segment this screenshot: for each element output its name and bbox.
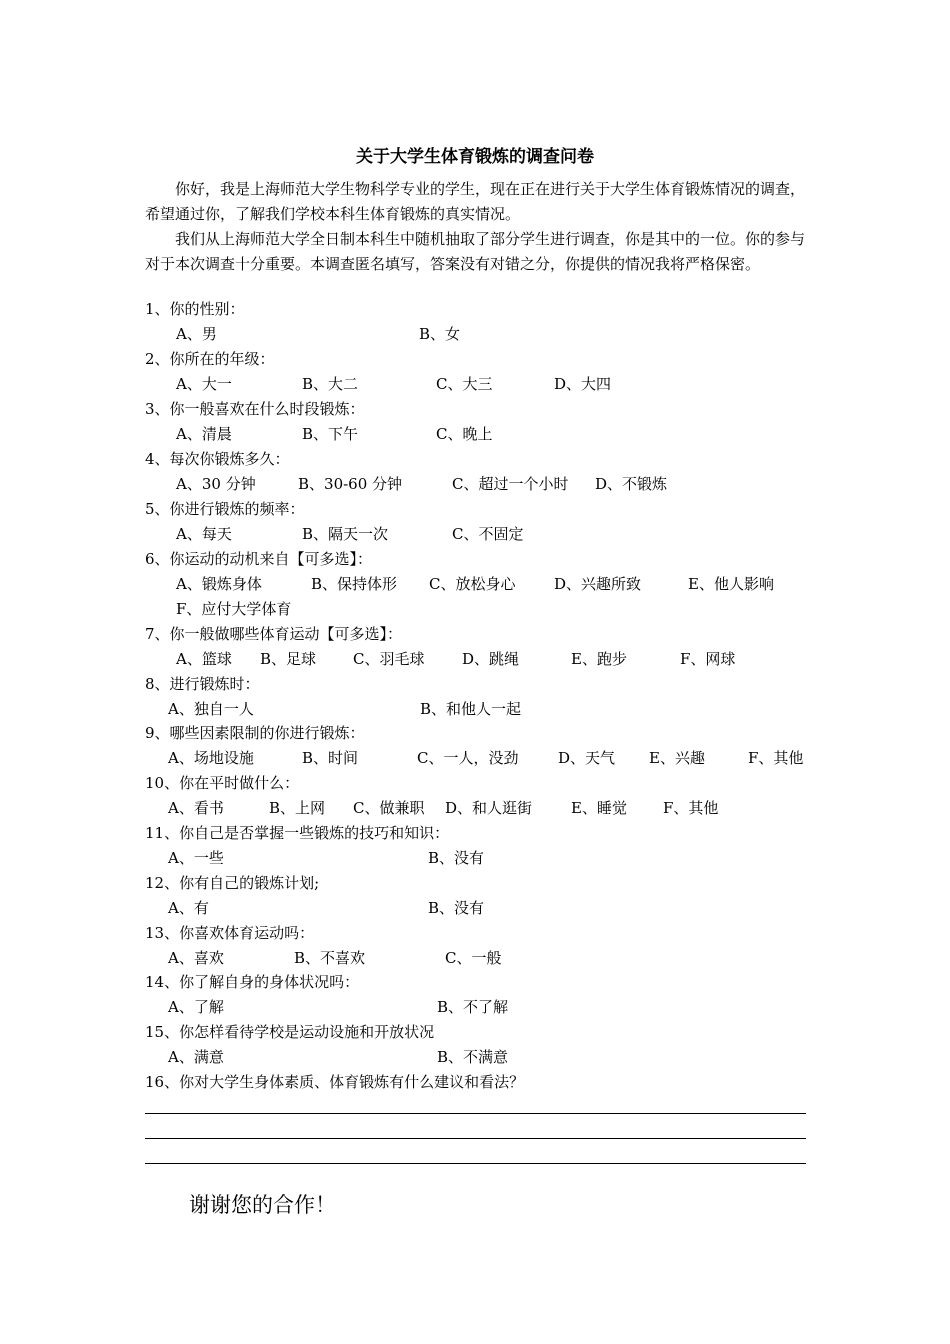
- q1-option-a: A、男: [176, 325, 217, 343]
- q7-option-c: C、羽毛球: [353, 650, 425, 668]
- q13-option-b: B、不喜欢: [294, 949, 366, 967]
- thanks-message: 谢谢您的合作！: [189, 1193, 336, 1217]
- q13-option-a: A、喜欢: [168, 949, 224, 967]
- q1-option-b: B、女: [419, 325, 461, 343]
- q9-option-f: F、其他: [748, 749, 804, 767]
- q8-option-b: B、和他人一起: [420, 700, 522, 718]
- q7-option-b: B、足球: [260, 650, 317, 668]
- answer-line-3: [145, 1163, 806, 1164]
- q6-option-a: A、锻炼身体: [176, 575, 262, 593]
- q9-option-a: A、场地设施: [168, 749, 254, 767]
- q2-option-b: B、大二: [302, 375, 359, 393]
- q14-option-b: B、不了解: [437, 998, 509, 1016]
- q11-option-a: A、一些: [168, 849, 224, 867]
- q6-option-e: E、他人影响: [688, 575, 774, 593]
- q3-option-b: B、下午: [302, 425, 359, 443]
- q5-option-c: C、不固定: [452, 525, 524, 543]
- question-2: 2、你所在的年级：: [145, 350, 275, 368]
- q4-option-b: B、30-60 分钟: [298, 475, 403, 493]
- question-6: 6、你运动的动机来自【可多选】：: [145, 550, 373, 568]
- q10-option-d: D、和人逛街: [445, 799, 533, 817]
- q4-option-d: D、不锻炼: [595, 475, 668, 493]
- q9-option-c: C、一人，没劲: [417, 749, 519, 767]
- q9-option-b: B、时间: [302, 749, 359, 767]
- q2-option-c: C、大三: [436, 375, 493, 393]
- question-1: 1、你的性别：: [145, 300, 245, 318]
- q7-option-f: F、网球: [680, 650, 736, 668]
- q7-option-a: A、篮球: [176, 650, 232, 668]
- question-11: 11、你自己是否掌握一些锻炼的技巧和知识：: [145, 824, 450, 842]
- q2-option-a: A、大一: [176, 375, 232, 393]
- question-7: 7、你一般做哪些体育运动【可多选】：: [145, 625, 403, 643]
- q12-option-b: B、没有: [428, 899, 485, 917]
- question-4: 4、每次你锻炼多久：: [145, 450, 290, 468]
- q14-option-a: A、了解: [168, 998, 224, 1016]
- answer-line-1: [145, 1113, 806, 1114]
- q13-option-c: C、一般: [445, 949, 502, 967]
- intro-paragraph-1: 你好，我是上海师范大学生物科学专业的学生，现在正在进行关于大学生体育锻炼情况的调查，希望通过你，了解我们学校本科生体育锻炼的真实情况。: [145, 180, 806, 223]
- q4-option-a: A、30 分钟: [176, 475, 256, 493]
- question-9: 9、哪些因素限制的你进行锻炼：: [145, 724, 365, 742]
- q7-option-e: E、跑步: [571, 650, 627, 668]
- q5-option-a: A、每天: [176, 525, 232, 543]
- q10-option-a: A、看书: [168, 799, 224, 817]
- q6-option-f: F、应付大学体育: [176, 600, 292, 618]
- q11-option-b: B、没有: [428, 849, 485, 867]
- q6-option-b: B、保持体形: [311, 575, 398, 593]
- q6-option-c: C、放松身心: [429, 575, 516, 593]
- q3-option-a: A、清晨: [176, 425, 232, 443]
- q7-option-d: D、跳绳: [462, 650, 520, 668]
- q9-option-d: D、天气: [558, 749, 616, 767]
- question-10: 10、你在平时做什么：: [145, 774, 300, 792]
- q6-option-d: D、兴趣所致: [554, 575, 642, 593]
- question-14: 14、你了解自身的身体状况吗：: [145, 973, 360, 991]
- intro-paragraph-2: 我们从上海师范大学全日制本科生中随机抽取了部分学生进行调查，你是其中的一位。你的参与对于本次调查十分重要。本调查匿名填写，答案没有对错之分，你提供的情况我将严格保密。: [145, 230, 806, 273]
- q5-option-b: B、隔天一次: [302, 525, 389, 543]
- q2-option-d: D、大四: [554, 375, 612, 393]
- q12-option-a: A、有: [168, 899, 209, 917]
- q10-option-e: E、睡觉: [571, 799, 627, 817]
- question-8: 8、进行锻炼时：: [145, 675, 260, 693]
- q3-option-c: C、晚上: [436, 425, 493, 443]
- question-15: 15、你怎样看待学校是运动设施和开放状况: [145, 1023, 435, 1041]
- page-title: 关于大学生体育锻炼的调查问卷: [356, 147, 594, 167]
- q15-option-b: B、不满意: [437, 1048, 509, 1066]
- q10-option-b: B、上网: [269, 799, 326, 817]
- q8-option-a: A、独自一人: [168, 700, 254, 718]
- answer-line-2: [145, 1138, 806, 1139]
- q10-option-c: C、做兼职: [353, 799, 425, 817]
- question-12: 12、你有自己的锻炼计划;: [145, 874, 320, 892]
- q9-option-e: E、兴趣: [649, 749, 705, 767]
- question-16: 16、你对大学生身体素质、体育锻炼有什么建议和看法？: [145, 1073, 525, 1091]
- question-13: 13、你喜欢体育运动吗：: [145, 924, 315, 942]
- q4-option-c: C、超过一个小时: [452, 475, 569, 493]
- q10-option-f: F、其他: [663, 799, 719, 817]
- question-3: 3、你一般喜欢在什么时段锻炼：: [145, 400, 365, 418]
- q15-option-a: A、满意: [168, 1048, 224, 1066]
- question-5: 5、你进行锻炼的频率：: [145, 500, 305, 518]
